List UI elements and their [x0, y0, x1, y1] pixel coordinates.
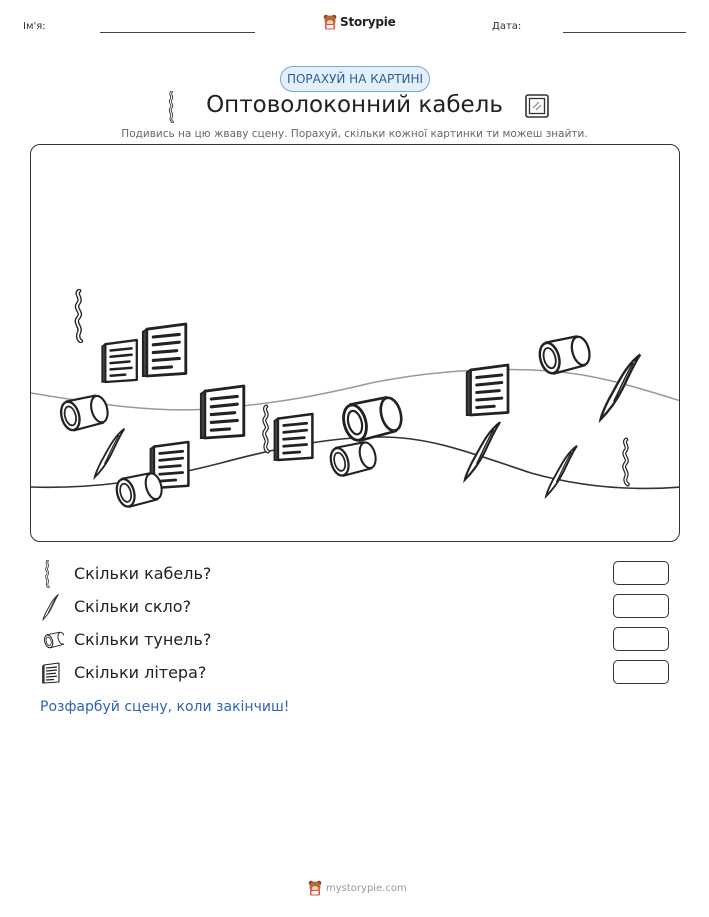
- letter-icon: [274, 414, 312, 460]
- tunnel-icon: [537, 335, 593, 376]
- storypie-logo: [323, 14, 396, 30]
- tunnel-icon: [328, 441, 378, 478]
- answer-box[interactable]: [613, 627, 669, 651]
- bear-icon: [308, 880, 322, 896]
- question-row: [40, 560, 670, 588]
- count-badge: ПОРАХУЙ НА КАРТИНІ: [280, 66, 430, 92]
- window-glass-icon: [524, 93, 550, 119]
- bear-icon: [323, 14, 337, 30]
- title-row: [0, 90, 709, 126]
- question-text: Скільки кабель?: [74, 564, 212, 583]
- name-label: Ім'я:: [23, 21, 46, 32]
- letter-icon: [40, 659, 64, 687]
- question-row: [40, 593, 670, 621]
- date-label: Дата:: [492, 21, 522, 32]
- letter-icon: [467, 365, 508, 415]
- letter-icon: [201, 386, 244, 438]
- tunnel-icon: [340, 395, 405, 442]
- answer-box[interactable]: [613, 561, 669, 585]
- scene-illustration: [31, 145, 680, 542]
- answer-box[interactable]: [613, 594, 669, 618]
- instructions: Подивись на цю жваву сцену. Порахуй, скільки кожної картинки ти можеш знайти.: [121, 128, 588, 140]
- cable-icon: [264, 407, 268, 452]
- tunnel-icon: [58, 394, 110, 432]
- question-text: Скільки літера?: [74, 663, 207, 682]
- question-text: Скільки скло?: [74, 597, 192, 616]
- cable-icon: [624, 440, 628, 485]
- footer-url[interactable]: mystorypie.com: [326, 882, 407, 894]
- cable-icon: [40, 560, 64, 588]
- cable-icon: [77, 291, 81, 341]
- brand-name: Storypie: [340, 15, 396, 29]
- tunnel-icon: [40, 626, 64, 654]
- answer-box[interactable]: [613, 660, 669, 684]
- glass-icon: [546, 446, 577, 496]
- glass-icon: [40, 593, 64, 621]
- letter-icon: [143, 324, 186, 376]
- counting-scene: [30, 144, 680, 542]
- glass-icon: [95, 429, 125, 478]
- page-title: Оптоволоконний кабель: [206, 92, 503, 118]
- color-instruction: Розфарбуй сцену, коли закінчиш!: [40, 699, 290, 715]
- question-row: [40, 659, 670, 687]
- name-field[interactable]: [100, 32, 255, 33]
- letter-icon: [102, 340, 137, 382]
- footer: [308, 880, 407, 896]
- tunnel-icon: [114, 472, 164, 509]
- question-text: Скільки тунель?: [74, 630, 212, 649]
- date-field[interactable]: [563, 32, 686, 33]
- glass-icon: [465, 422, 500, 480]
- question-row: [40, 626, 670, 654]
